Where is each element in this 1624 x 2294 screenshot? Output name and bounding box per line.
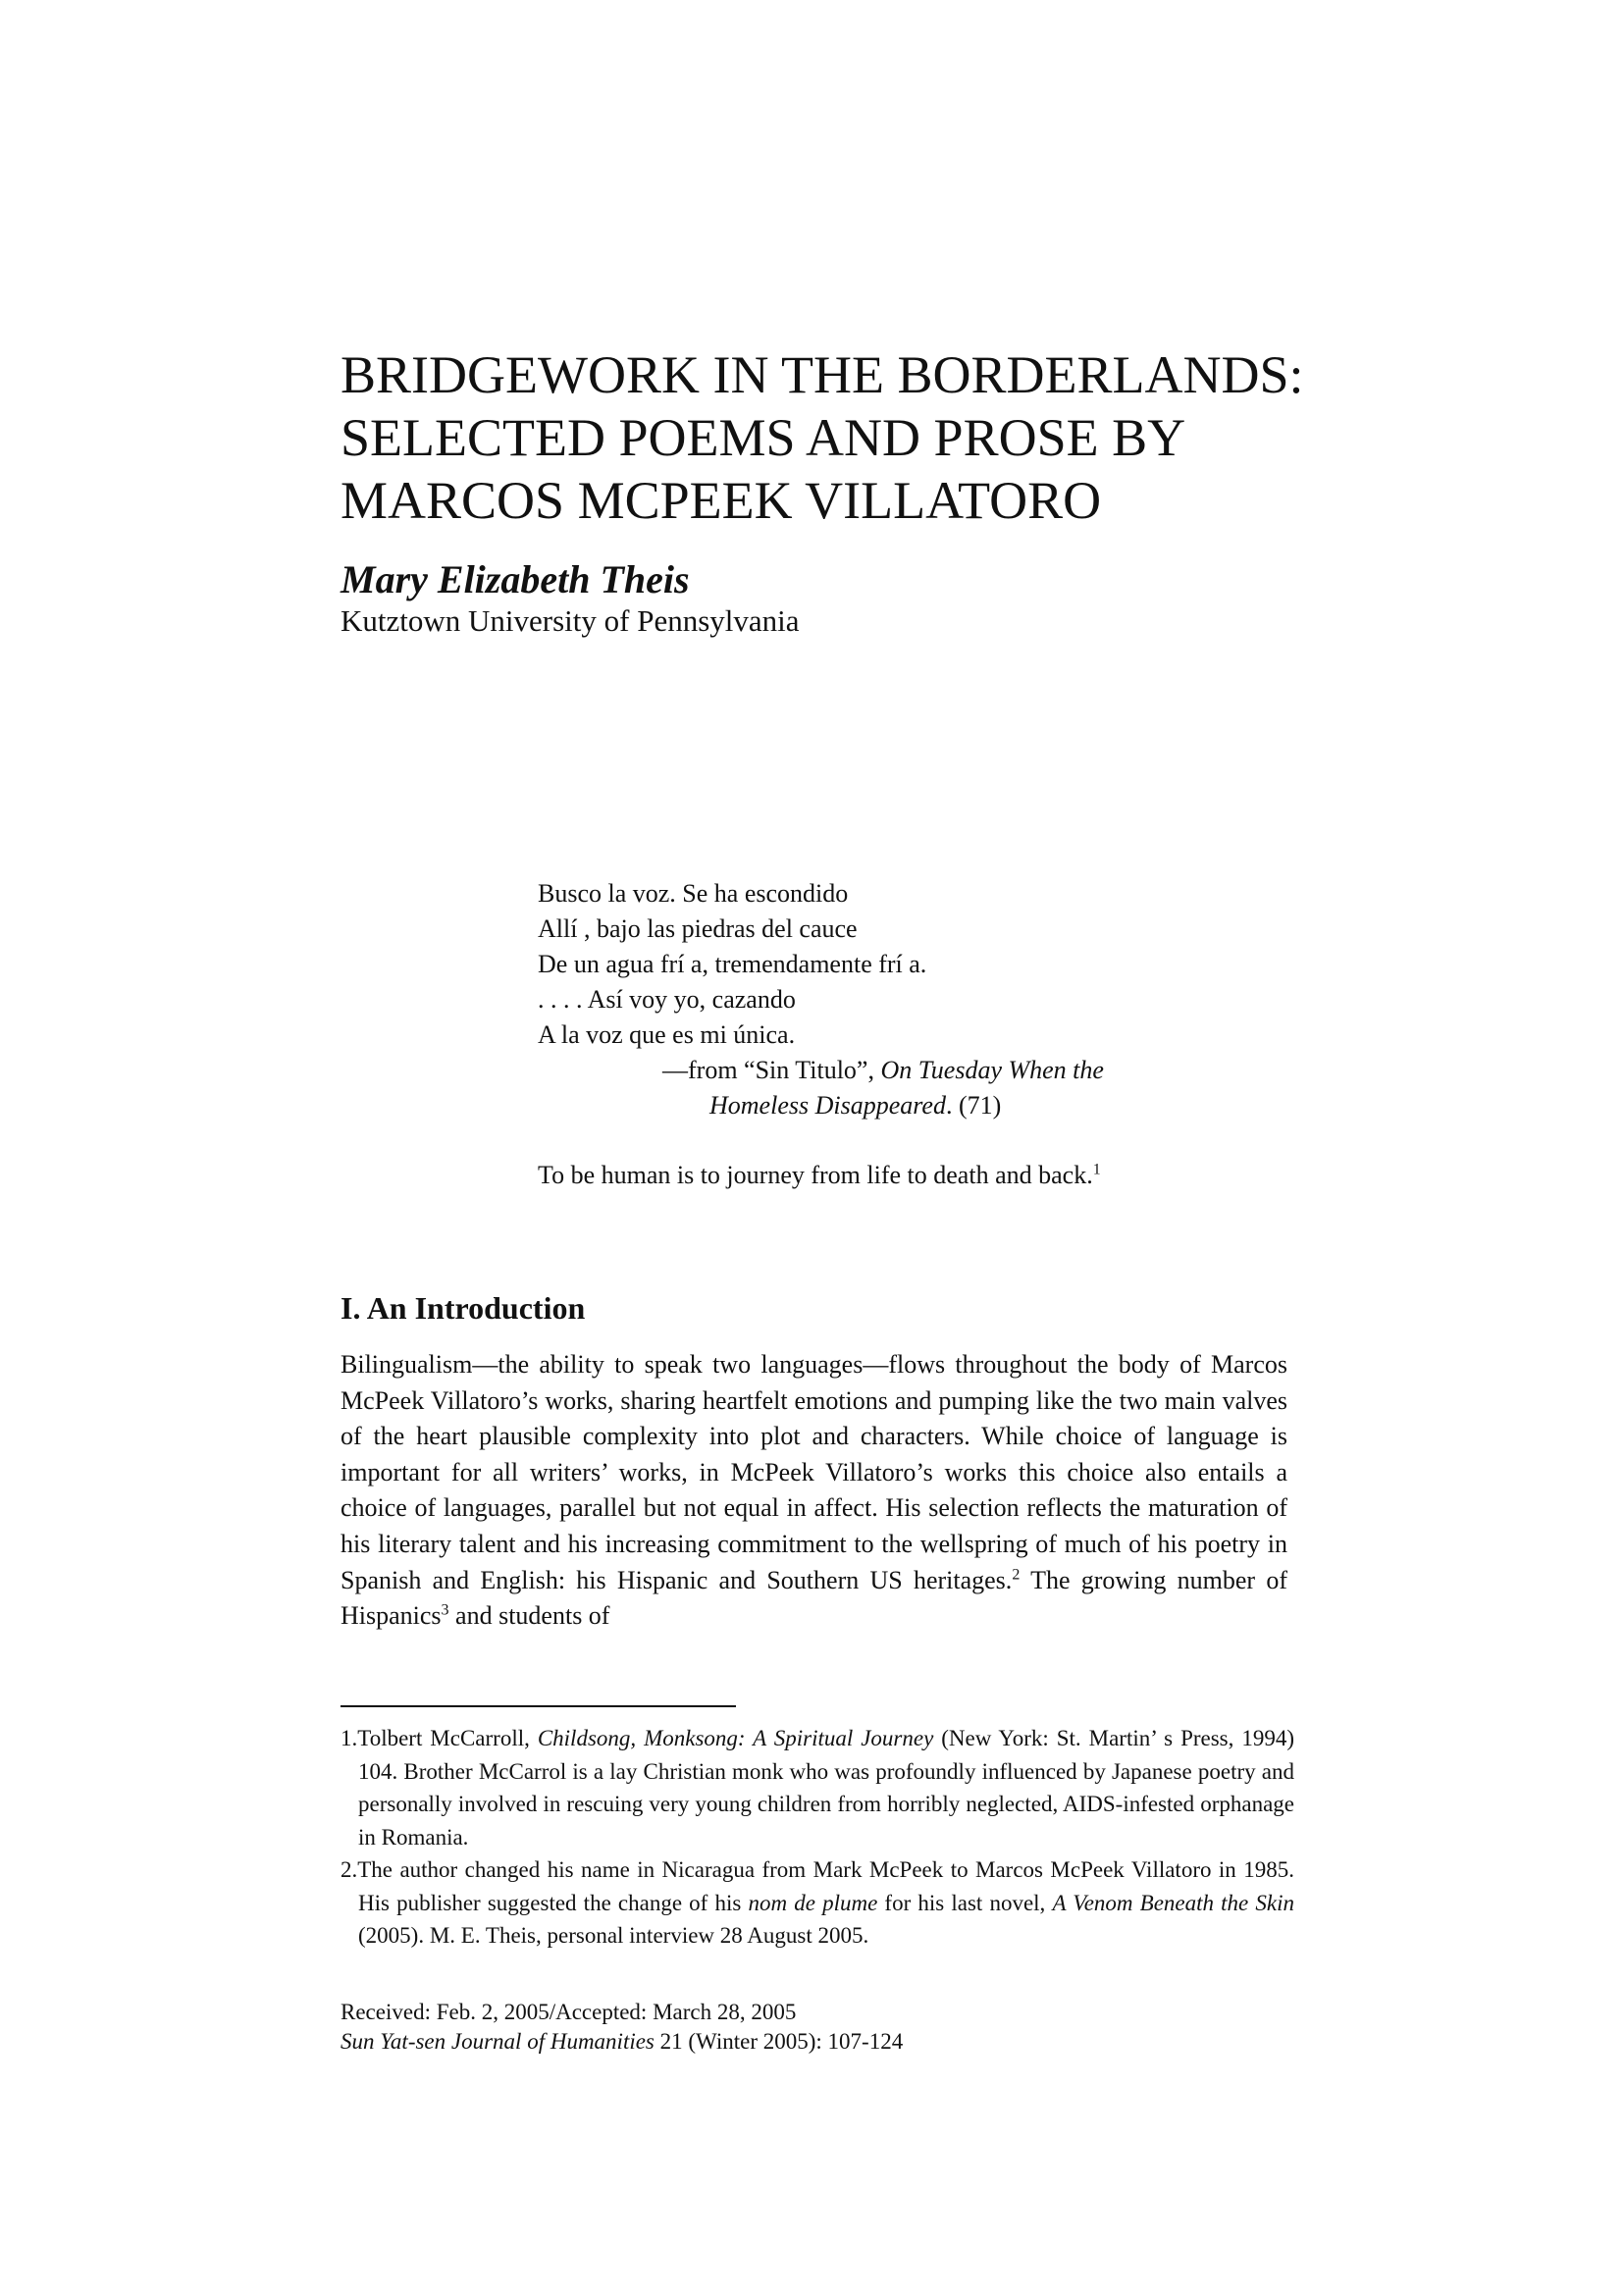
epigraph-source bbox=[662, 1053, 1212, 1123]
footnote-book-title: Childsong, Monksong: A Spiritual Journey bbox=[537, 1726, 934, 1750]
footnote-1 bbox=[341, 1722, 1294, 1853]
footnote-novel-title: A Venom Beneath the Skin bbox=[1052, 1890, 1295, 1915]
motto-quote bbox=[538, 1158, 1101, 1193]
title-line-1: BRIDGEWORK IN THE BORDERLANDS: bbox=[341, 345, 1304, 404]
footnote-ref-3[interactable]: 3 bbox=[441, 1601, 449, 1619]
footnotes bbox=[341, 1722, 1294, 1953]
section-heading: I. An Introduction bbox=[341, 1290, 586, 1326]
epigraph-line: A la voz que es mi única. bbox=[538, 1020, 796, 1049]
author-name: Mary Elizabeth Theis bbox=[341, 557, 690, 601]
epigraph-line: Allí , bajo las piedras del cauce bbox=[538, 914, 858, 943]
paragraph-text-2: The growing number of Hispanics bbox=[341, 1565, 1287, 1631]
article-title bbox=[341, 343, 1322, 532]
epigraph-source-title-part1: On Tuesday When the bbox=[880, 1056, 1104, 1084]
epigraph-source-line2 bbox=[662, 1088, 1212, 1123]
footnote-italic-phrase: nom de plume bbox=[748, 1890, 878, 1915]
epigraph-source-prefix: —from “Sin Titulo”, bbox=[662, 1056, 881, 1084]
footnote-rest: (New York: St. Martin’ s Press, 1994) 104. Brother McCarrol is a lay Christian monk who was profoundly influenced by Japanese poetry and personally involved in rescuing very young children from horribly neglected, AIDS-infested orphanage in Romania. bbox=[358, 1726, 1294, 1850]
title-line-3: MARCOS MCPEEK VILLATORO bbox=[341, 471, 1102, 530]
journal-details: 21 (Winter 2005): 107-124 bbox=[654, 2029, 904, 2054]
footnote-number: 1. bbox=[341, 1726, 358, 1750]
footnote-author: Tolbert McCarroll, bbox=[357, 1726, 538, 1750]
epigraph-line: Busco la voz. Se ha escondido bbox=[538, 879, 849, 908]
epigraph-source-title-part2: Homeless Disappeared bbox=[709, 1091, 946, 1120]
footnote-text: The author changed his name in Nicaragua from Mark McPeek to Marcos McPeek Villatoro in 1985. His publisher suggested the change of his bbox=[357, 1857, 1294, 1915]
footnote-ref-1[interactable]: 1 bbox=[1092, 1161, 1101, 1178]
journal-citation bbox=[341, 2027, 903, 2057]
paragraph-text-1: Bilingualism—the ability to speak two languages—flows throughout the body of Marcos McPeek Villatoro’s works, sharing heartfelt emotions and pumping like the two main valves of the heart plausible complexity into plot and characters. While choice of language is important for all writers’ works, in McPeek Villatoro’s works this choice also entails a choice of languages, parallel but not equal in affect. His selection reflects the maturation of his literary talent and his increasing commitment to the wellspring of much of his poetry in Spanish and English: his Hispanic and Southern US heritages. bbox=[341, 1350, 1287, 1594]
epigraph-poem bbox=[538, 876, 1225, 1053]
footnote-ref-2[interactable]: 2 bbox=[1012, 1565, 1021, 1583]
paragraph-text-3: and students of bbox=[448, 1601, 610, 1631]
author-affiliation: Kutztown University of Pennsylvania bbox=[341, 603, 800, 638]
footnote-2 bbox=[341, 1853, 1294, 1953]
motto-text: To be human is to journey from life to death and back. bbox=[538, 1161, 1093, 1189]
journal-name: Sun Yat-sen Journal of Humanities bbox=[341, 2029, 655, 2054]
footnote-number: 2. bbox=[341, 1857, 358, 1882]
footnote-text: (2005). M. E. Theis, personal interview 28 August 2005. bbox=[358, 1923, 869, 1948]
title-line-2: SELECTED POEMS AND PROSE BY bbox=[341, 408, 1186, 467]
received-accepted-dates: Received: Feb. 2, 2005/Accepted: March 28, 2005 bbox=[341, 2000, 797, 2024]
body-paragraph bbox=[341, 1347, 1287, 1635]
epigraph-source-suffix: . (71) bbox=[945, 1091, 1002, 1120]
epigraph-line: . . . . Así voy yo, cazando bbox=[538, 985, 796, 1014]
epigraph-line: De un agua frí a, tremendamente frí a. bbox=[538, 950, 927, 978]
footnote-text: for his last novel, bbox=[877, 1890, 1053, 1915]
footnote-divider bbox=[341, 1705, 736, 1707]
